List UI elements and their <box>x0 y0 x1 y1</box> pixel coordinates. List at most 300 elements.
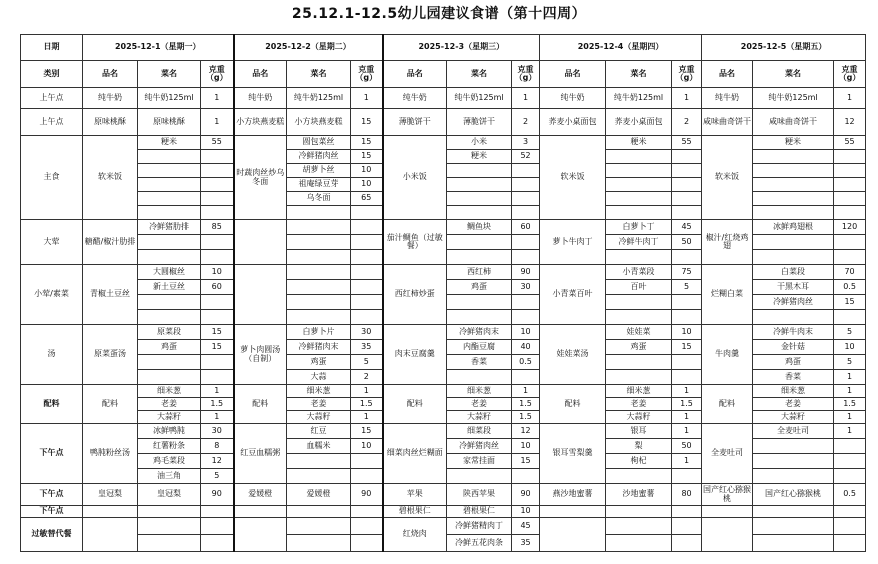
ingredient-cell: 白萝卜片 <box>287 325 351 340</box>
weight-cell: 10 <box>512 506 540 518</box>
weight-cell <box>834 439 866 454</box>
ingredient-cell: 娃娃菜 <box>606 325 672 340</box>
dish-name-cell: 银耳雪梨羹 <box>540 424 606 484</box>
pin-header: 品名 <box>702 61 753 88</box>
dish-name-cell <box>702 506 753 518</box>
weight-cell: 5 <box>834 355 866 370</box>
dish-name-cell: 红豆血糯粥 <box>234 424 287 484</box>
dish-name-cell <box>83 506 138 518</box>
dish-name-cell <box>702 518 753 552</box>
ingredient-cell: 细米葱 <box>287 385 351 398</box>
ingredient-cell: 爱媛橙 <box>287 484 351 506</box>
weight-cell <box>351 280 383 295</box>
ingredient-cell: 鸡蛋 <box>447 280 512 295</box>
weight-cell: 15 <box>351 109 383 136</box>
ingredient-cell <box>287 250 351 265</box>
ingredient-cell: 香菜 <box>447 355 512 370</box>
ingredient-cell <box>606 506 672 518</box>
weight-cell: 10 <box>512 325 540 340</box>
dish-name-cell: 原味桃酥 <box>83 109 138 136</box>
ingredient-cell: 小青菜段 <box>606 265 672 280</box>
ingredient-cell <box>138 164 201 178</box>
ingredient-cell: 粳米 <box>447 150 512 164</box>
weight-cell <box>351 469 383 484</box>
menu-table <box>20 34 866 552</box>
weight-cell <box>351 295 383 310</box>
weight-cell <box>201 370 234 385</box>
weight-cell: 2 <box>351 370 383 385</box>
ingredient-cell: 梨 <box>606 439 672 454</box>
weight-cell <box>834 250 866 265</box>
weight-cell: 1.5 <box>512 398 540 411</box>
weight-cell: 12 <box>201 454 234 469</box>
weight-cell: 35 <box>351 340 383 355</box>
weight-cell: 75 <box>672 265 702 280</box>
ingredient-cell: 枸杞 <box>606 454 672 469</box>
ingredient-cell <box>138 206 201 220</box>
ingredient-cell: 香菜 <box>753 370 834 385</box>
weight-cell: 5 <box>672 280 702 295</box>
ingredient-cell <box>138 192 201 206</box>
pin-header: 品名 <box>540 61 606 88</box>
ingredient-cell: 国产红心猕猴桃 <box>753 484 834 506</box>
ingredient-cell: 鲷鱼块 <box>447 220 512 235</box>
ingredient-cell: 大蒜籽 <box>753 411 834 424</box>
ingredient-cell: 鸡蛋 <box>138 340 201 355</box>
ingredient-cell <box>287 535 351 552</box>
ingredient-cell <box>753 518 834 535</box>
weight-cell: 10 <box>351 439 383 454</box>
ingredient-cell <box>447 250 512 265</box>
weight-cell <box>201 295 234 310</box>
dish-name-cell: 苹果 <box>383 484 447 506</box>
weight-cell: 1 <box>672 385 702 398</box>
ingredient-cell <box>447 206 512 220</box>
category-header: 类别 <box>21 61 83 88</box>
ingredient-cell <box>753 150 834 164</box>
ingredient-cell <box>606 469 672 484</box>
ingredient-cell: 金针菇 <box>753 340 834 355</box>
ingredient-cell <box>753 206 834 220</box>
category-cell: 大荤 <box>21 220 83 265</box>
weight-cell: 1 <box>672 411 702 424</box>
weight-cell <box>351 265 383 280</box>
weight-cell: 15 <box>351 136 383 150</box>
ingredient-cell: 全麦吐司 <box>753 424 834 439</box>
weight-cell: 10 <box>201 265 234 280</box>
weight-cell: 1.5 <box>834 398 866 411</box>
ingredient-cell: 沙地蜜薯 <box>606 484 672 506</box>
cai-header: 菜名 <box>138 61 201 88</box>
weight-cell: 60 <box>512 220 540 235</box>
weight-cell: 1 <box>834 424 866 439</box>
weight-cell <box>351 206 383 220</box>
weight-cell: 80 <box>672 484 702 506</box>
weight-cell: 40 <box>512 340 540 355</box>
menu-row <box>21 506 866 518</box>
ingredient-cell: 大圆椒丝 <box>138 265 201 280</box>
dish-name-cell: 萝卜肉圆汤（自制） <box>234 325 287 385</box>
weight-header: 克重（g） <box>672 61 702 88</box>
ingredient-cell <box>447 310 512 325</box>
weight-cell: 1.5 <box>512 411 540 424</box>
weight-cell: 35 <box>512 535 540 552</box>
dish-name-cell: 配料 <box>83 385 138 424</box>
dish-name-cell: 小方块燕麦糕 <box>234 109 287 136</box>
weight-cell <box>512 310 540 325</box>
ingredient-cell: 冷鲜猪肉末 <box>447 325 512 340</box>
ingredient-cell <box>447 192 512 206</box>
date-header-row <box>21 35 866 61</box>
weight-cell <box>351 506 383 518</box>
dish-name-cell: 肉末豆腐羹 <box>383 325 447 385</box>
menu-row <box>21 325 866 340</box>
menu-row <box>21 220 866 235</box>
ingredient-cell: 原菜段 <box>138 325 201 340</box>
day-header: 2025-12-5（星期五） <box>702 35 866 61</box>
ingredient-cell: 油三角 <box>138 469 201 484</box>
ingredient-cell <box>447 469 512 484</box>
weight-cell <box>351 454 383 469</box>
weight-cell <box>672 206 702 220</box>
weight-cell <box>512 469 540 484</box>
date-label: 日期 <box>21 35 83 61</box>
weight-cell: 1 <box>672 424 702 439</box>
ingredient-cell: 粳米 <box>138 136 201 150</box>
pin-header: 品名 <box>83 61 138 88</box>
ingredient-cell <box>753 535 834 552</box>
weight-cell <box>672 164 702 178</box>
category-cell: 下午点 <box>21 484 83 506</box>
weight-cell: 5 <box>351 355 383 370</box>
ingredient-cell <box>753 469 834 484</box>
dish-name-cell <box>234 506 287 518</box>
dish-name-cell: 椒汁/红烧鸡翅 <box>702 220 753 265</box>
ingredient-cell: 家常挂面 <box>447 454 512 469</box>
weight-cell <box>834 206 866 220</box>
menu-row <box>21 136 866 150</box>
dish-name-cell: 咸味曲奇饼干 <box>702 109 753 136</box>
ingredient-cell <box>447 164 512 178</box>
weight-cell <box>672 506 702 518</box>
ingredient-cell: 细米葱 <box>447 385 512 398</box>
weight-cell <box>834 535 866 552</box>
weight-cell <box>512 206 540 220</box>
weight-cell: 1 <box>201 88 234 109</box>
ingredient-cell: 大蒜籽 <box>447 411 512 424</box>
weight-cell: 1.5 <box>351 398 383 411</box>
menu-row <box>21 88 866 109</box>
dish-name-cell: 红烧肉 <box>383 518 447 552</box>
dish-name-cell: 原菜蛋汤 <box>83 325 138 385</box>
dish-name-cell: 软米饭 <box>702 136 753 220</box>
weight-cell: 30 <box>512 280 540 295</box>
ingredient-cell: 细菜段 <box>447 424 512 439</box>
weight-cell: 50 <box>672 439 702 454</box>
ingredient-cell <box>606 535 672 552</box>
dish-name-cell <box>234 220 287 265</box>
category-cell: 过敏替代餐 <box>21 518 83 552</box>
ingredient-cell: 粳米 <box>753 136 834 150</box>
dish-name-cell: 细菜肉丝烂糊面 <box>383 424 447 484</box>
ingredient-cell <box>287 518 351 535</box>
ingredient-cell: 鸡蛋 <box>606 340 672 355</box>
ingredient-cell <box>606 310 672 325</box>
ingredient-cell: 冷鲜猪肉丝 <box>447 439 512 454</box>
dish-name-cell: 皇冠梨 <box>83 484 138 506</box>
menu-row <box>21 265 866 280</box>
weight-cell <box>512 295 540 310</box>
ingredient-cell <box>753 454 834 469</box>
ingredient-cell <box>287 295 351 310</box>
weight-cell: 15 <box>351 150 383 164</box>
ingredient-cell <box>753 506 834 518</box>
weight-cell <box>201 150 234 164</box>
ingredient-cell <box>138 355 201 370</box>
weight-cell: 15 <box>351 424 383 439</box>
weight-header: 克重（g） <box>834 61 866 88</box>
weight-cell <box>834 518 866 535</box>
weight-cell: 52 <box>512 150 540 164</box>
ingredient-cell: 粳米 <box>606 136 672 150</box>
category-cell: 上午点 <box>21 88 83 109</box>
weight-cell: 85 <box>201 220 234 235</box>
weight-header: 克重（g） <box>351 61 383 88</box>
weight-cell: 65 <box>351 192 383 206</box>
dish-name-cell: 西红柿炒蛋 <box>383 265 447 325</box>
ingredient-cell: 冷鲜猪精肉丁 <box>447 518 512 535</box>
weight-cell: 45 <box>672 220 702 235</box>
ingredient-cell: 皇冠梨 <box>138 484 201 506</box>
weight-cell <box>512 235 540 250</box>
ingredient-cell <box>287 220 351 235</box>
weight-cell: 1 <box>201 385 234 398</box>
ingredient-cell <box>138 518 201 535</box>
ingredient-cell: 荞麦小桌面包 <box>606 109 672 136</box>
ingredient-cell <box>447 178 512 192</box>
ingredient-cell: 小米 <box>447 136 512 150</box>
weight-cell: 55 <box>672 136 702 150</box>
cai-header: 菜名 <box>447 61 512 88</box>
day-header: 2025-12-4（星期四） <box>540 35 702 61</box>
ingredient-cell: 细米葱 <box>606 385 672 398</box>
dish-name-cell <box>540 506 606 518</box>
weight-cell: 1 <box>351 385 383 398</box>
weight-cell: 1 <box>351 411 383 424</box>
ingredient-cell: 干黑木耳 <box>753 280 834 295</box>
weight-cell: 8 <box>201 439 234 454</box>
ingredient-cell <box>287 235 351 250</box>
ingredient-cell: 老姜 <box>753 398 834 411</box>
dish-name-cell: 萝卜牛肉丁 <box>540 220 606 265</box>
ingredient-cell: 细米葱 <box>138 385 201 398</box>
ingredient-cell <box>287 206 351 220</box>
dish-name-cell: 软米饭 <box>540 136 606 220</box>
ingredient-cell: 大蒜籽 <box>287 411 351 424</box>
category-cell: 上午点 <box>21 109 83 136</box>
ingredient-cell: 冷鲜猪肉末 <box>287 340 351 355</box>
dish-name-cell: 纯牛奶 <box>540 88 606 109</box>
weight-cell <box>351 535 383 552</box>
ingredient-cell <box>606 355 672 370</box>
weight-cell: 12 <box>512 424 540 439</box>
weight-cell <box>834 150 866 164</box>
ingredient-cell: 冰鲜鸭肫 <box>138 424 201 439</box>
weight-cell <box>834 192 866 206</box>
ingredient-cell: 大蒜籽 <box>138 411 201 424</box>
weight-cell <box>834 454 866 469</box>
weight-cell: 1.5 <box>672 398 702 411</box>
cai-header: 菜名 <box>753 61 834 88</box>
ingredient-cell: 纯牛奶125ml <box>606 88 672 109</box>
menu-row <box>21 518 866 535</box>
weight-cell: 55 <box>834 136 866 150</box>
weight-cell: 1 <box>834 411 866 424</box>
ingredient-cell <box>606 518 672 535</box>
weight-cell <box>834 506 866 518</box>
weight-cell: 10 <box>512 439 540 454</box>
ingredient-cell <box>753 192 834 206</box>
weight-cell <box>672 355 702 370</box>
ingredient-cell: 百叶 <box>606 280 672 295</box>
dish-name-cell: 青椒土豆丝 <box>83 265 138 325</box>
weight-cell: 1 <box>351 88 383 109</box>
ingredient-cell: 西红柿 <box>447 265 512 280</box>
ingredient-cell: 碧根果仁 <box>447 506 512 518</box>
dish-name-cell: 纯牛奶 <box>702 88 753 109</box>
ingredient-cell: 老姜 <box>138 398 201 411</box>
dish-name-cell <box>234 518 287 552</box>
ingredient-cell <box>138 250 201 265</box>
ingredient-cell: 纯牛奶125ml <box>753 88 834 109</box>
ingredient-cell: 冷鲜牛肉丁 <box>606 235 672 250</box>
ingredient-cell: 白菜段 <box>753 265 834 280</box>
weight-cell <box>834 469 866 484</box>
ingredient-cell: 银耳 <box>606 424 672 439</box>
weight-cell <box>512 164 540 178</box>
ingredient-cell <box>287 280 351 295</box>
ingredient-cell: 红薯粉条 <box>138 439 201 454</box>
weight-cell: 5 <box>201 469 234 484</box>
menu-row <box>21 109 866 136</box>
ingredient-cell: 新土豆丝 <box>138 280 201 295</box>
category-cell: 配料 <box>21 385 83 424</box>
ingredient-cell: 乌冬面 <box>287 192 351 206</box>
dish-name-cell <box>83 518 138 552</box>
ingredient-cell <box>606 370 672 385</box>
ingredient-cell: 纯牛奶125ml <box>287 88 351 109</box>
weight-cell <box>672 535 702 552</box>
ingredient-cell: 老姜 <box>287 398 351 411</box>
weight-cell: 1 <box>672 454 702 469</box>
weight-cell <box>351 250 383 265</box>
ingredient-cell <box>753 178 834 192</box>
weight-cell: 90 <box>201 484 234 506</box>
pin-header: 品名 <box>234 61 287 88</box>
weight-cell <box>201 535 234 552</box>
weight-cell <box>201 355 234 370</box>
dish-name-cell: 配料 <box>234 385 287 424</box>
dish-name-cell: 小青菜百叶 <box>540 265 606 325</box>
ingredient-cell: 薄脆饼干 <box>447 109 512 136</box>
ingredient-cell <box>447 295 512 310</box>
dish-name-cell: 荞麦小桌面包 <box>540 109 606 136</box>
weight-cell <box>672 178 702 192</box>
weight-cell <box>351 518 383 535</box>
dish-name-cell <box>540 518 606 552</box>
cai-header: 菜名 <box>606 61 672 88</box>
ingredient-cell <box>287 506 351 518</box>
ingredient-cell: 咸味曲奇饼干 <box>753 109 834 136</box>
ingredient-cell <box>753 164 834 178</box>
ingredient-cell <box>753 310 834 325</box>
weight-cell: 1.5 <box>201 398 234 411</box>
ingredient-cell <box>287 469 351 484</box>
ingredient-cell: 内酯豆腐 <box>447 340 512 355</box>
ingredient-cell <box>138 178 201 192</box>
weight-cell: 1 <box>834 88 866 109</box>
ingredient-cell <box>138 295 201 310</box>
weight-cell: 70 <box>834 265 866 280</box>
dish-name-cell: 牛肉羹 <box>702 325 753 385</box>
dish-name-cell: 娃娃菜汤 <box>540 325 606 385</box>
weight-cell <box>351 310 383 325</box>
dish-name-cell: 时蔬肉丝炒乌冬面 <box>234 136 287 220</box>
cai-header: 菜名 <box>287 61 351 88</box>
ingredient-cell: 鸡毛菜段 <box>138 454 201 469</box>
weight-cell <box>672 518 702 535</box>
ingredient-cell <box>753 235 834 250</box>
dish-name-cell: 配料 <box>540 385 606 424</box>
ingredient-cell: 原味桃酥 <box>138 109 201 136</box>
column-header-row <box>21 61 866 88</box>
ingredient-cell <box>606 150 672 164</box>
weight-cell: 12 <box>834 109 866 136</box>
category-cell: 主食 <box>21 136 83 220</box>
dish-name-cell: 配料 <box>383 385 447 424</box>
dish-name-cell: 烂糊白菜 <box>702 265 753 325</box>
weight-cell <box>201 206 234 220</box>
weight-cell <box>672 310 702 325</box>
pin-header: 品名 <box>383 61 447 88</box>
weight-cell: 90 <box>512 484 540 506</box>
weight-cell: 1 <box>834 385 866 398</box>
weight-cell <box>512 370 540 385</box>
weight-cell <box>834 310 866 325</box>
weight-cell: 15 <box>512 454 540 469</box>
weight-cell <box>201 250 234 265</box>
ingredient-cell: 鸡蛋 <box>287 355 351 370</box>
weight-cell: 50 <box>672 235 702 250</box>
dish-name-cell <box>234 265 287 325</box>
ingredient-cell: 大蒜 <box>287 370 351 385</box>
weight-cell: 30 <box>351 325 383 340</box>
weight-cell <box>201 235 234 250</box>
weight-cell: 1 <box>672 88 702 109</box>
ingredient-cell <box>138 310 201 325</box>
ingredient-cell: 冷鲜猪肉丝 <box>287 150 351 164</box>
weight-cell <box>351 235 383 250</box>
weight-header: 克重（g） <box>512 61 540 88</box>
ingredient-cell: 纯牛奶125ml <box>138 88 201 109</box>
ingredient-cell <box>138 235 201 250</box>
dish-name-cell: 糖醋/椒汁肋排 <box>83 220 138 265</box>
weight-cell <box>672 469 702 484</box>
weight-cell <box>672 150 702 164</box>
dish-name-cell: 纯牛奶 <box>234 88 287 109</box>
weight-cell: 1 <box>512 385 540 398</box>
weight-cell: 10 <box>672 325 702 340</box>
